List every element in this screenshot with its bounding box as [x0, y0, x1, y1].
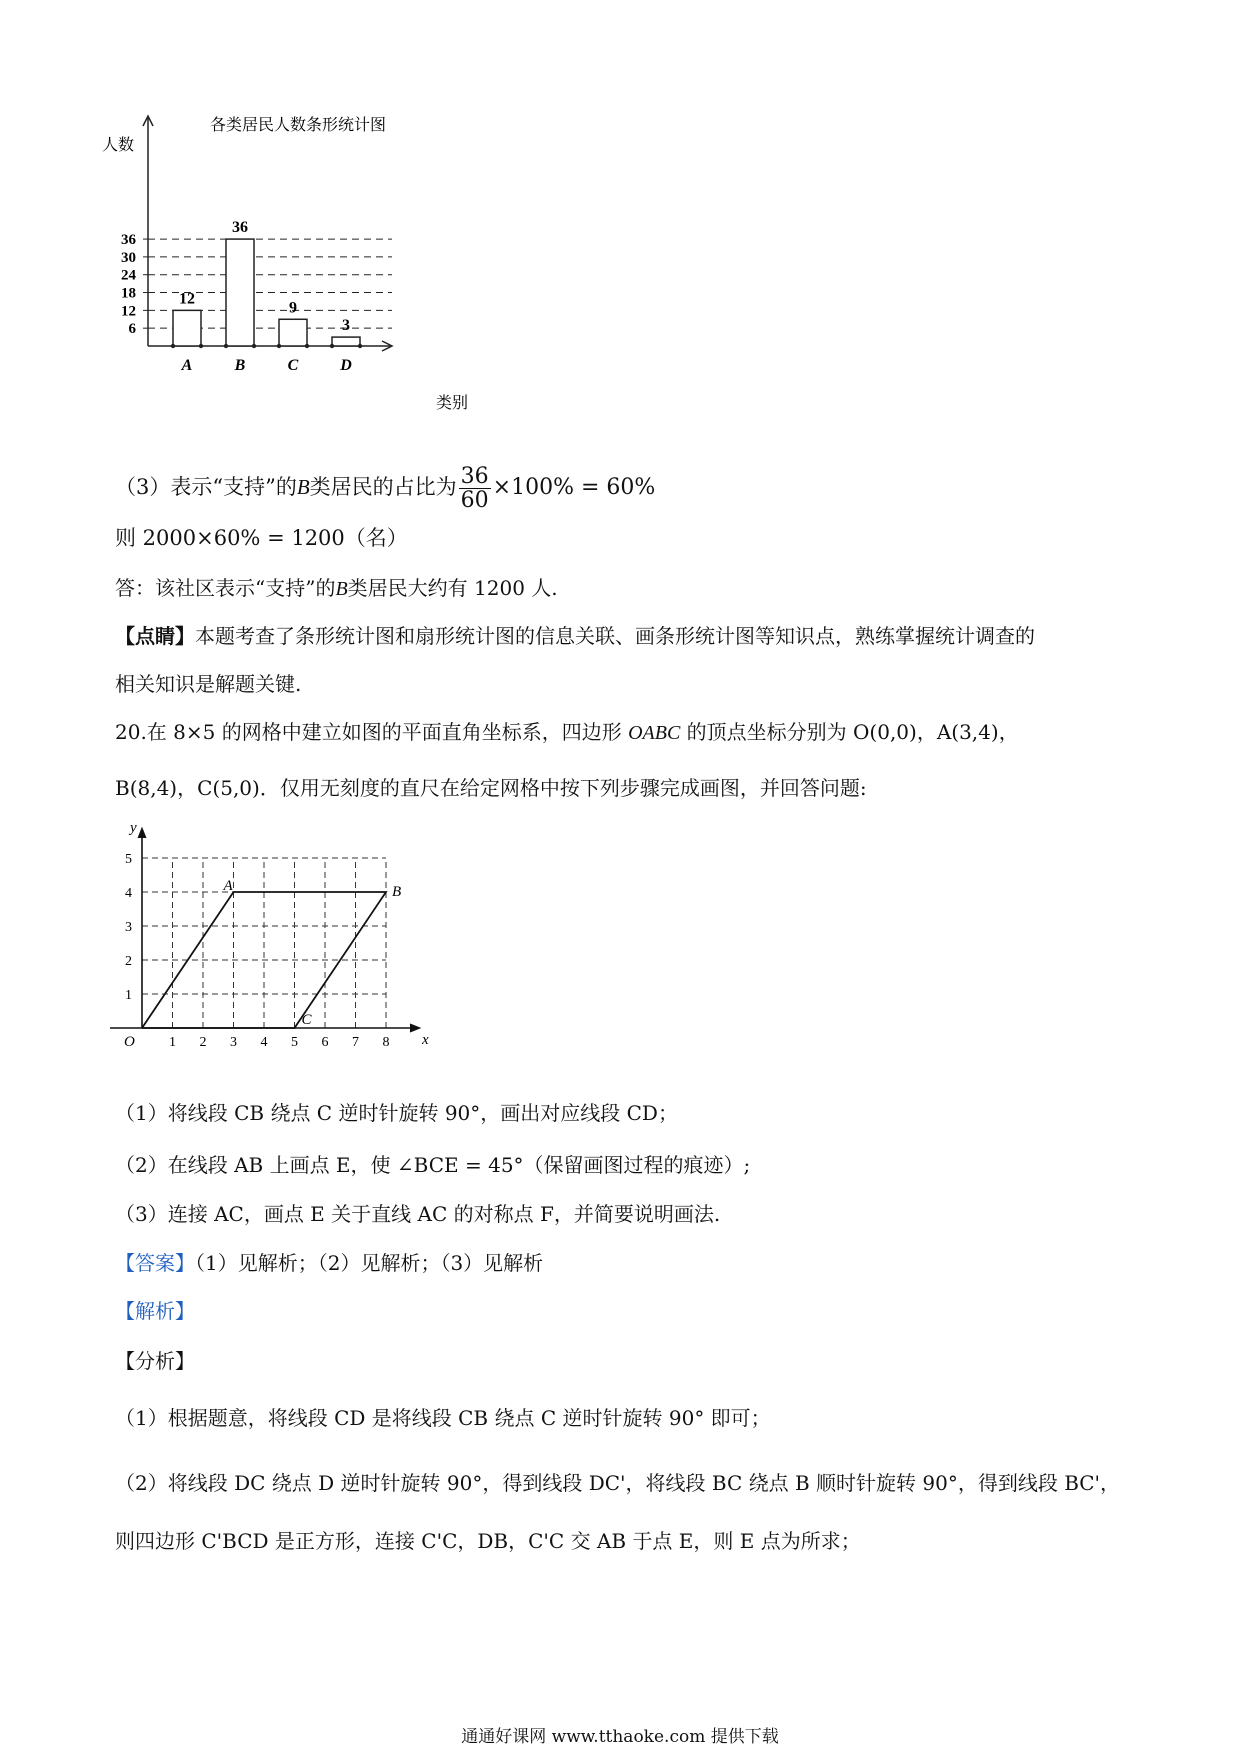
footer: 通通好课网 www.tthaoke.com 提供下载: [461, 1727, 779, 1747]
x-tick-label: 3: [230, 1035, 237, 1050]
bar-A: [173, 310, 201, 346]
fraction: [459, 465, 491, 512]
bar-C: [279, 319, 307, 346]
point-label-A: A: [223, 878, 233, 894]
answer-tag: 【答案】: [115, 1251, 195, 1275]
bar-value-label: 12: [179, 290, 195, 308]
grid-figure: [110, 820, 440, 1060]
part3-line: [115, 465, 655, 512]
y-tick-label: 12: [121, 303, 136, 320]
bar-B: [226, 239, 254, 346]
origin-label: O: [124, 1034, 135, 1050]
answer-label-line: [115, 1250, 543, 1276]
part3-var: B: [296, 475, 310, 500]
fraction-denominator: 60: [460, 488, 489, 514]
x-tick-label: 8: [382, 1035, 390, 1050]
part3-mid: 类居民的占比为: [309, 475, 457, 500]
bar-value-label: 3: [342, 317, 350, 335]
question-3: （3）连接 AC，画点 E 关于直线 AC 的对称点 F，并简要说明画法.: [115, 1202, 721, 1226]
chart-ylabel: 人数: [101, 137, 135, 154]
y-tick-label: 2: [125, 954, 132, 969]
bar-foot-dot: [358, 344, 362, 348]
q20-line1-a: 20.在 8×5 的网格中建立如图的平面直角坐标系，四边形: [115, 720, 622, 744]
point-label-C: C: [301, 1012, 312, 1028]
bar-foot-dot: [330, 344, 334, 348]
answer-body: （1）见解析；（2）见解析；（3）见解析: [195, 1251, 544, 1275]
bar-foot-dot: [224, 344, 228, 348]
fenxi-tag: 【分析】: [115, 1349, 195, 1373]
analysis-2: （2）将线段 DC 绕点 D 逆时针旋转 90°，得到线段 DC'，将线段 BC 绕点 B 顺时针旋转 90°，得到线段 BC'，: [115, 1471, 1121, 1495]
part3-prefix: （3）表示“支持”的: [115, 475, 297, 500]
answer-line: [115, 575, 558, 602]
x-tick-label: D: [340, 357, 352, 374]
answer-prefix: 答：该社区表示“支持”的: [115, 576, 336, 600]
x-axis-arrow: [410, 1024, 420, 1032]
answer-tail: 类居民大约有 1200 人.: [347, 576, 558, 600]
bar-foot-dot: [252, 344, 256, 348]
y-tick-label: 1: [125, 988, 132, 1003]
bar-foot-dot: [199, 344, 203, 348]
bar-D: [332, 337, 360, 346]
jiexi-tag: 【解析】: [115, 1299, 195, 1323]
y-axis-label: y: [130, 820, 137, 836]
chart-title: 各类居民人数条形统计图: [209, 117, 387, 134]
answer-var: B: [335, 578, 348, 600]
bar-foot-dot: [171, 344, 175, 348]
fraction-numerator: 36: [460, 464, 489, 489]
y-axis-arrow: [138, 828, 146, 838]
bar-foot-dot: [277, 344, 281, 348]
x-tick-label: A: [181, 357, 193, 374]
question-1: （1）将线段 CB 绕点 C 逆时针旋转 90°，画出对应线段 CD；: [115, 1101, 678, 1125]
y-tick-label: 18: [121, 285, 136, 302]
x-tick-label: 2: [199, 1035, 207, 1050]
y-tick-label: 3: [125, 920, 132, 935]
dianjing-line1: [115, 623, 1035, 649]
dianjing-line2: 相关知识是解题关键.: [115, 672, 302, 696]
dianjing-tag: 【点睛】: [115, 624, 195, 648]
q20-line2: B(8,4)，C(5,0)．仅用无刻度的直尺在给定网格中按下列步骤完成画图，并回答问题:: [115, 776, 867, 800]
q20-line1: [115, 719, 1019, 746]
q20-line1-b: 的顶点坐标分别为 O(0,0)，A(3,4)，: [686, 720, 1019, 744]
y-tick-label: 30: [121, 249, 136, 266]
analysis-3: 则四边形 C'BCD 是正方形，连接 C'C，DB，C'C 交 AB 于点 E，则 E 点为所求；: [115, 1529, 861, 1553]
bar-value-label: 36: [232, 219, 248, 237]
bar-value-label: 9: [289, 299, 297, 317]
y-tick-label: 6: [128, 321, 136, 338]
x-tick-label: 5: [291, 1035, 298, 1050]
x-tick-label: B: [234, 357, 246, 374]
analysis-1: （1）根据题意，将线段 CD 是将线段 CB 绕点 C 逆时针旋转 90° 即可；: [115, 1406, 771, 1430]
calc-line: 则 2000×60% = 1200（名）: [115, 526, 408, 550]
x-axis-label: x: [422, 1032, 429, 1048]
x-tick-label: 7: [352, 1035, 359, 1050]
bar-chart: [100, 110, 480, 420]
q20-quad-var: OABC: [628, 722, 681, 744]
point-label-B: B: [392, 884, 402, 900]
y-tick-label: 24: [121, 267, 136, 284]
y-tick-label: 4: [125, 886, 132, 901]
question-2: （2）在线段 AB 上画点 E，使 ∠BCE = 45°（保留画图过程的痕迹）;: [115, 1153, 751, 1177]
x-tick-label: 4: [260, 1035, 268, 1050]
x-tick-label: 1: [169, 1035, 176, 1050]
y-tick-label: 5: [125, 852, 132, 867]
dianjing-text1: 本题考查了条形统计图和扇形统计图的信息关联、画条形统计图等知识点，熟练掌握统计调查的: [195, 624, 1035, 648]
x-tick-label: C: [287, 357, 299, 374]
y-tick-label: 36: [121, 232, 136, 249]
part3-tail: ×100% = 60%: [492, 475, 656, 501]
chart-xlabel: 类别: [435, 395, 469, 412]
bar-foot-dot: [305, 344, 309, 348]
x-tick-label: 6: [321, 1035, 329, 1050]
